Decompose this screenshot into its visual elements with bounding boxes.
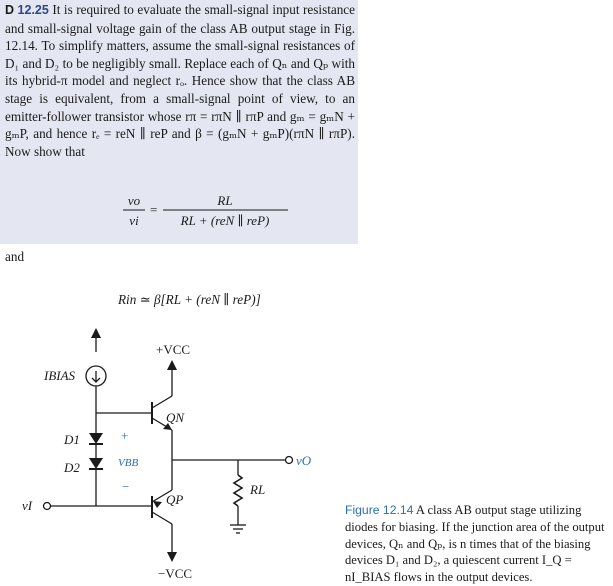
vbb-plus: + — [121, 428, 129, 443]
qp-label: QP — [166, 492, 184, 507]
vo-terminal — [286, 457, 293, 464]
rl-label: RL — [250, 482, 266, 497]
vo-label: vO — [296, 453, 312, 468]
voltage-gain-equation — [118, 193, 318, 237]
figure-label: Figure 12.14 — [345, 503, 414, 517]
d2-diode-triangle — [89, 458, 103, 469]
class-ab-circuit — [0, 320, 340, 586]
ibias-label: IBIAS — [44, 368, 76, 383]
vcc-pos-arrow — [167, 360, 177, 370]
qp-collector-lead — [152, 512, 172, 524]
gain-lhs-denominator: vi — [129, 213, 139, 228]
figure-caption — [345, 502, 610, 586]
vbb-label: VBB — [118, 457, 139, 469]
qn-label: QN — [166, 410, 185, 425]
problem-statement — [5, 1, 355, 160]
d1-label: D1 — [64, 432, 80, 447]
ibias-supply-arrow — [91, 328, 101, 338]
vcc-pos-label: +VCC — [156, 342, 191, 357]
rl-resistor — [234, 475, 242, 506]
problem-label: D — [5, 3, 15, 17]
d1-diode-triangle — [89, 433, 103, 444]
equals-sign: = — [150, 202, 158, 217]
gain-rhs-denominator: RL + (reN ∥ reP) — [180, 213, 270, 228]
qn-collector-lead — [152, 396, 172, 408]
input-resistance-equation: Rin ≃ β[RL + (reN ∥ reP)] — [118, 292, 261, 307]
d2-label: D2 — [64, 460, 80, 475]
vbb-minus: − — [122, 479, 130, 494]
qp-emitter-arrow — [153, 501, 162, 508]
figure-caption-text: A class AB output stage utilizing diodes for biasing. If the junction area of the output devices, Qₙ and Qₚ, is n times that of the biasing devices D₁ and D₂, a quiescent current I_Q = nI_BIAS flows in the output devices. — [345, 503, 605, 585]
gain-rhs-numerator: RL — [217, 193, 233, 208]
problem-number: 12.25 — [17, 3, 49, 17]
vcc-neg-label: −VCC — [158, 566, 193, 581]
vi-label: vI — [22, 498, 33, 513]
problem-body: It is required to evaluate the small-signal input resistance and small-signal voltage gain of the class AB output stage in Fig. 12.14. To simplify matters, assume the small-signal resistances of D₁ and D₂ to be negligibly small. Replace each of Qₙ and Qₚ with its hybrid-π model and neglect rₒ. Hence show that the class AB stage is equivalent, from a small-signal point of view, to an emitter-follower transistor whose rπ = rπN ∥ rπP and gₘ = gₘN + gₘP, and hence rₑ = reN ∥ reP and β = (gₘN + gₘP)(rπN ∥ rπP). Now show that — [5, 2, 356, 159]
and-connector: and — [5, 249, 25, 264]
vcc-neg-arrow — [167, 552, 177, 562]
vi-terminal — [44, 503, 51, 510]
gain-lhs-numerator: vo — [127, 193, 141, 208]
